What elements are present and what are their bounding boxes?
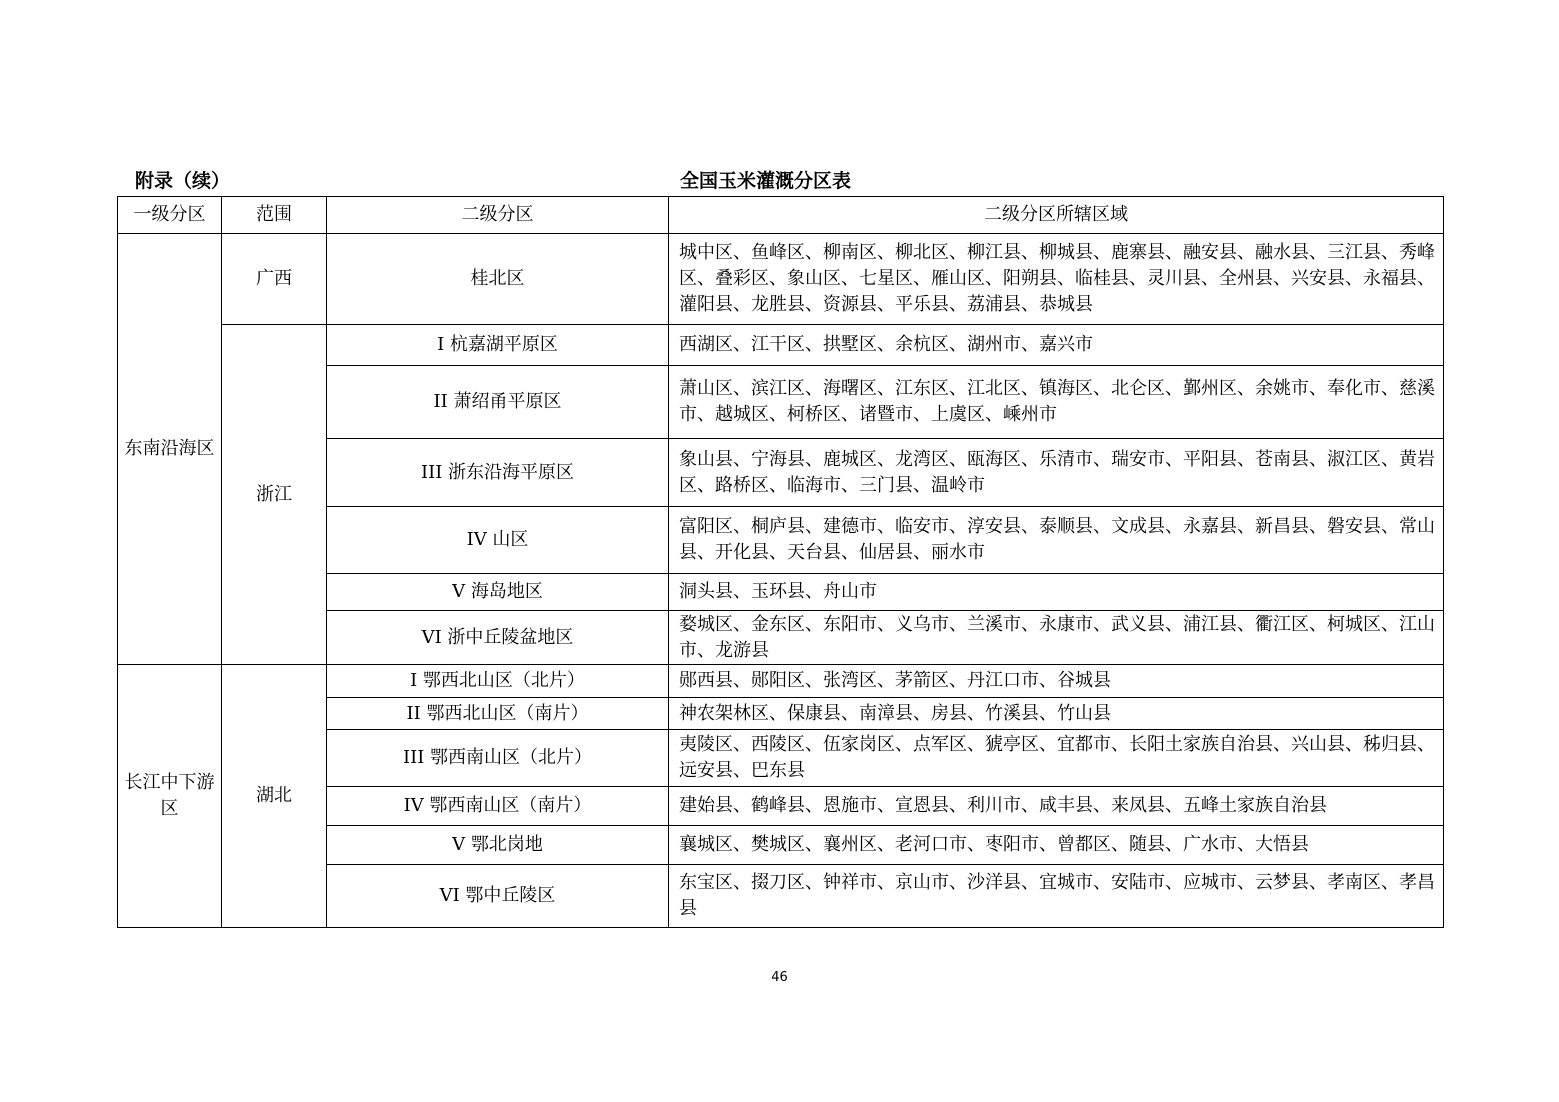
areas-cell: 东宝区、掇刀区、钟祥市、京山市、沙洋县、宜城市、安陆市、应城市、云梦县、孝南区、孝昌县 — [669, 865, 1444, 928]
areas-cell: 婺城区、金东区、东阳市、义乌市、兰溪市、永康市、武义县、浦江县、衢江区、柯城区、江山市、龙游县 — [669, 611, 1444, 665]
scope-cell: 湖北 — [222, 665, 327, 928]
areas-cell: 西湖区、江干区、拱墅区、余杭区、湖州市、嘉兴市 — [669, 325, 1444, 366]
table-row — [118, 665, 1444, 698]
level2-zone-cell: IV 山区 — [327, 507, 669, 574]
areas-cell: 萧山区、滨江区、海曙区、江东区、江北区、镇海区、北仑区、鄞州区、余姚市、奉化市、慈溪市、越城区、柯桥区、诸暨市、上虞区、嵊州市 — [669, 366, 1444, 439]
areas-cell: 象山县、宁海县、鹿城区、龙湾区、瓯海区、乐清市、瑞安市、平阳县、苍南县、淑江区、黄岩区、路桥区、临海市、三门县、温岭市 — [669, 439, 1444, 507]
table-header-row — [118, 197, 1444, 234]
areas-cell: 襄城区、樊城区、襄州区、老河口市、枣阳市、曾都区、随县、广水市、大悟县 — [669, 826, 1444, 865]
scope-cell: 广西 — [222, 234, 327, 325]
column-header-level2: 二级分区 — [327, 197, 669, 234]
areas-cell: 建始县、鹤峰县、恩施市、宣恩县、利川市、咸丰县、来凤县、五峰土家族自治县 — [669, 787, 1444, 826]
level2-zone-cell: III 浙东沿海平原区 — [327, 439, 669, 507]
table-row — [118, 325, 1444, 366]
level2-zone-cell: 桂北区 — [327, 234, 669, 325]
level2-zone-cell: VI 浙中丘陵盆地区 — [327, 611, 669, 665]
scope-cell: 浙江 — [222, 325, 327, 665]
areas-cell: 夷陵区、西陵区、伍家岗区、点军区、猇亭区、宜都市、长阳土家族自治县、兴山县、秭归县、远安县、巴东县 — [669, 730, 1444, 787]
level2-zone-cell: II 鄂西北山区（南片） — [327, 698, 669, 730]
areas-cell: 郧西县、郧阳区、张湾区、茅箭区、丹江口市、谷城县 — [669, 665, 1444, 698]
page-number: 46 — [771, 970, 788, 985]
column-header-scope: 范围 — [222, 197, 327, 234]
table-title: 全国玉米灌溉分区表 — [680, 170, 852, 192]
table-row — [118, 234, 1444, 325]
level2-zone-cell: V 鄂北岗地 — [327, 826, 669, 865]
level2-zone-cell: VI 鄂中丘陵区 — [327, 865, 669, 928]
level2-zone-cell: IV 鄂西南山区（南片） — [327, 787, 669, 826]
level2-zone-cell: V 海岛地区 — [327, 574, 669, 611]
level2-zone-cell: III 鄂西南山区（北片） — [327, 730, 669, 787]
level2-zone-cell: II 萧绍甬平原区 — [327, 366, 669, 439]
areas-cell: 洞头县、玉环县、舟山市 — [669, 574, 1444, 611]
areas-cell: 富阳区、桐庐县、建德市、临安市、淳安县、泰顺县、文成县、永嘉县、新昌县、磐安县、常山县、开化县、天台县、仙居县、丽水市 — [669, 507, 1444, 574]
column-header-areas: 二级分区所辖区域 — [669, 197, 1444, 234]
level2-zone-cell: I 鄂西北山区（北片） — [327, 665, 669, 698]
level1-zone-cell: 东南沿海区 — [118, 234, 222, 665]
areas-cell: 神农架林区、保康县、南漳县、房县、竹溪县、竹山县 — [669, 698, 1444, 730]
appendix-label: 附录（续） — [135, 170, 231, 192]
level1-zone-cell: 长江中下游区 — [118, 665, 222, 928]
column-header-level1: 一级分区 — [118, 197, 222, 234]
level2-zone-cell: I 杭嘉湖平原区 — [327, 325, 669, 366]
irrigation-zone-table — [117, 196, 1444, 928]
areas-cell: 城中区、鱼峰区、柳南区、柳北区、柳江县、柳城县、鹿寨县、融安县、融水县、三江县、秀峰区、叠彩区、象山区、七星区、雁山区、阳朔县、临桂县、灵川县、全州县、兴安县、永福县、灌阳县、龙胜县、资源县、平乐县、荔浦县、恭城县 — [669, 234, 1444, 325]
